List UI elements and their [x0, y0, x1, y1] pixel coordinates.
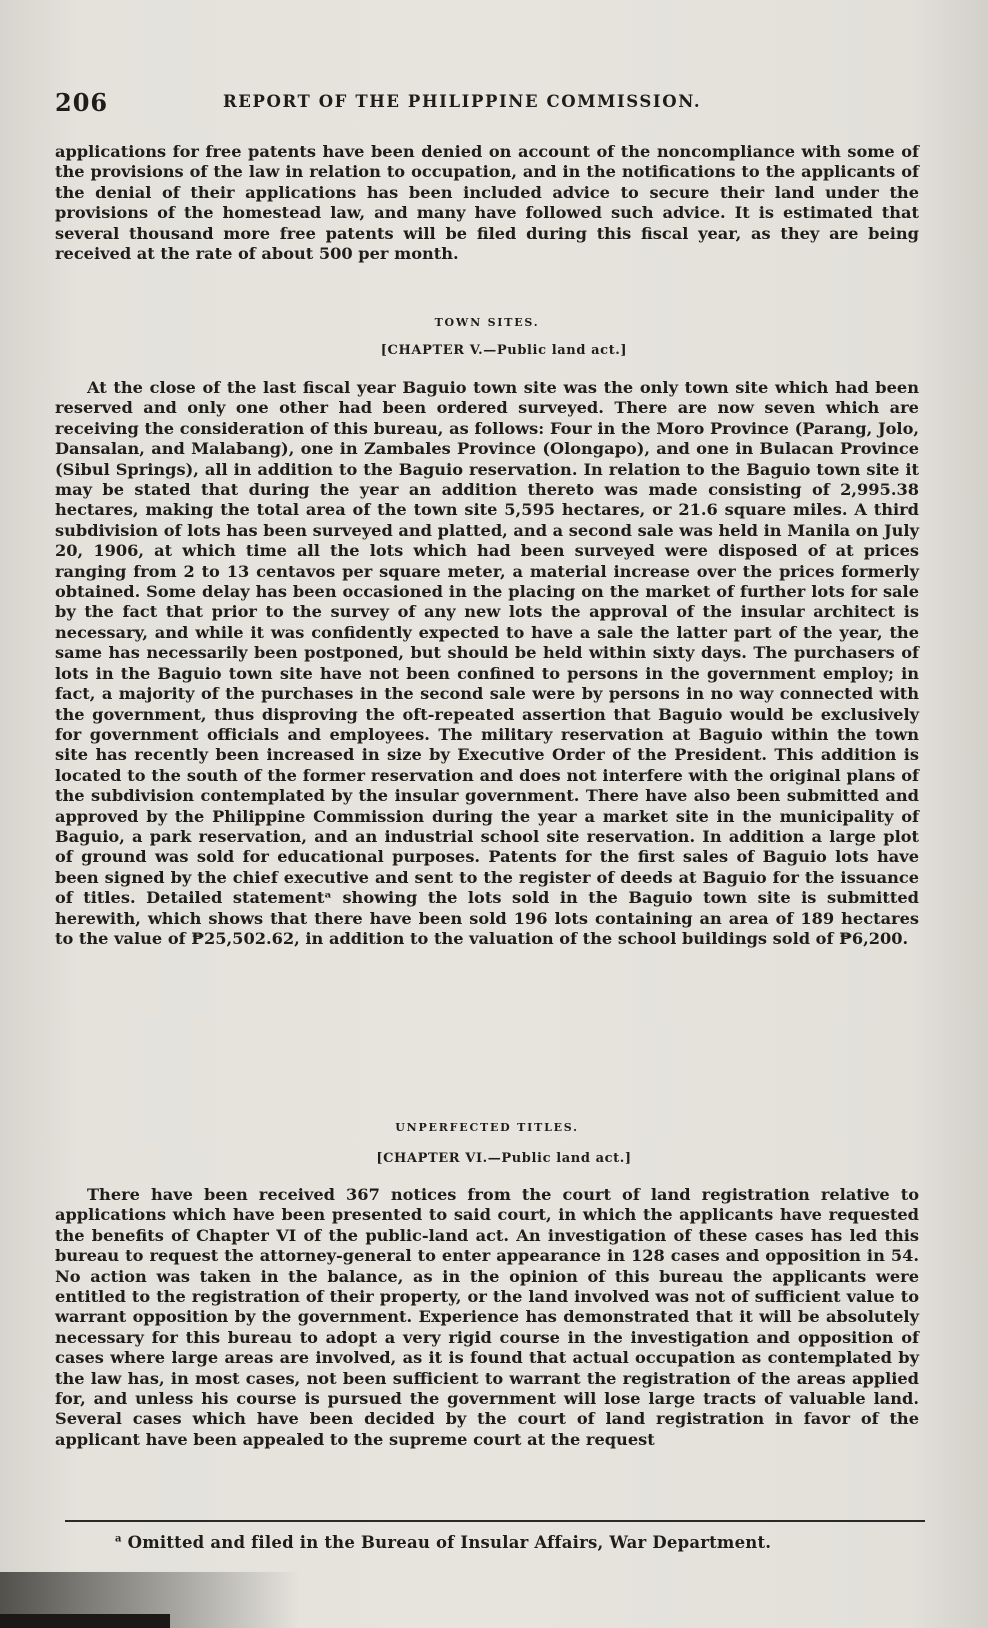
paragraph-town-sites: At the close of the last fiscal year Baguio town site was the only town site which had been reserved and only one other had been ordered surveyed. There are now seven which are receiving the consideration of this bureau, as follows: Four in the Moro Province (Parang, Jolo, Dansalan, and Malabang), one in Zambales Province (Olongapo), and one in Bulacan Province (Sibul Springs), all in addition to the Baguio reservation. In relation to the Baguio town site it may be stated that during the year an addition thereto was made consisting of 2,995.38 hectares, making the total area of the town site 5,595 hectares, or 21.6 square miles. A third subdivision of lots has been surveyed and platted, and a second sale was held in Manila on July 20, 1906, at which time all the lots which had been surveyed were disposed of at prices ranging from 2 to 13 centavos per square meter, a material increase over the prices formerly obtained. Some delay has been occasioned in the placing on the market of further lots for sale by the fact that prior to the survey of any new lots the approval of the insular architect is necessary, and while it was confidently expected to have a sale the latter part of the year, the same has necessarily been postponed, but should be held within sixty days. The purchasers of lots in the Baguio town site have not been confined to persons in the government employ; in fact, a majority of the purchases in the second sale were by persons in no way connected with the government, thus disproving the oft-repeated assertion that Baguio would be exclusively for government officials and employees. The military reservation at Baguio within the town site has recently been increased in size by Executive Order of the President. This addition is located to the south of the former reservation and does not interfere with the original plans of the subdivision contemplated by the insular government. There have also been submitted and approved by the Philippine Commission during the year a market site in the municipality of Baguio, a park reservation, and an industrial school site reservation. In addition a large plot of ground was sold for educational purposes. Patents for the first sales of Baguio lots have been signed by the chief executive and sent to the register of deeds at Baguio for the issuance of titles. Detailed statementᵃ showing the lots sold in the Baguio town site is submitted herewith, which shows that there have been sold 196 lots containing an area of 189 hectares to the value of ₱25,502.62, in addition to the valuation of the school buildings sold of ₱6,200.: [55, 378, 919, 948]
chapter-reference-vi: [CHAPTER VI.—Public land act.]: [376, 1151, 632, 1166]
paragraph-free-patents: applications for free patents have been denied on account of the noncompliance with some of the provisions of the law in relation to occupation, and in the notifications to the applicants of the denial of their applications has been included advice to secure their land under the provisions of the homestead law, and many have followed such advice. It is estimated that several thousand more free patents will be filed during this fiscal year, as they are being received at the rate of about 500 per month.: [55, 142, 919, 264]
paragraph-unperfected-titles: There have been received 367 notices from the court of land registration relative to applications which have been presented to said court, in which the applicants have requested the benefits of Chapter VI of the public-land act. An investigation of these cases has led this bureau to request the attorney-general to enter appearance in 128 cases and opposition in 54. No action was taken in the balance, as in the opinion of this bureau the applicants were entitled to the registration of their property, or the land involved was not of sufficient value to warrant opposition by the government. Experience has demonstrated that it will be absolutely necessary for this bureau to adopt a very rigid course in the investigation and opposition of cases where large areas are involved, as it is found that actual occupation as contemplated by the law has, in most cases, not been sufficient to warrant the registration of the areas applied for, and unless his course is pursued the government will lose large tracts of valuable land. Several cases which have been decided by the court of land registration in favor of the applicant have been appealed to the supreme court at the request: [55, 1185, 919, 1449]
section-title-town-sites: TOWN SITES.: [434, 316, 540, 329]
scan-strip: [0, 1614, 170, 1628]
page-number: 206: [55, 88, 109, 117]
footnote-marker: a: [115, 1533, 122, 1545]
page-header: [55, 88, 935, 118]
footnote: [115, 1533, 771, 1552]
footnote-text: Omitted and filed in the Bureau of Insular Affairs, War Department.: [127, 1533, 772, 1552]
running-head: REPORT OF THE PHILIPPINE COMMISSION.: [223, 92, 702, 111]
section-title-unperfected-titles: UNPERFECTED TITLES.: [395, 1121, 579, 1134]
chapter-reference-v: [CHAPTER V.—Public land act.]: [380, 343, 628, 358]
footnote-divider: [65, 1520, 925, 1522]
